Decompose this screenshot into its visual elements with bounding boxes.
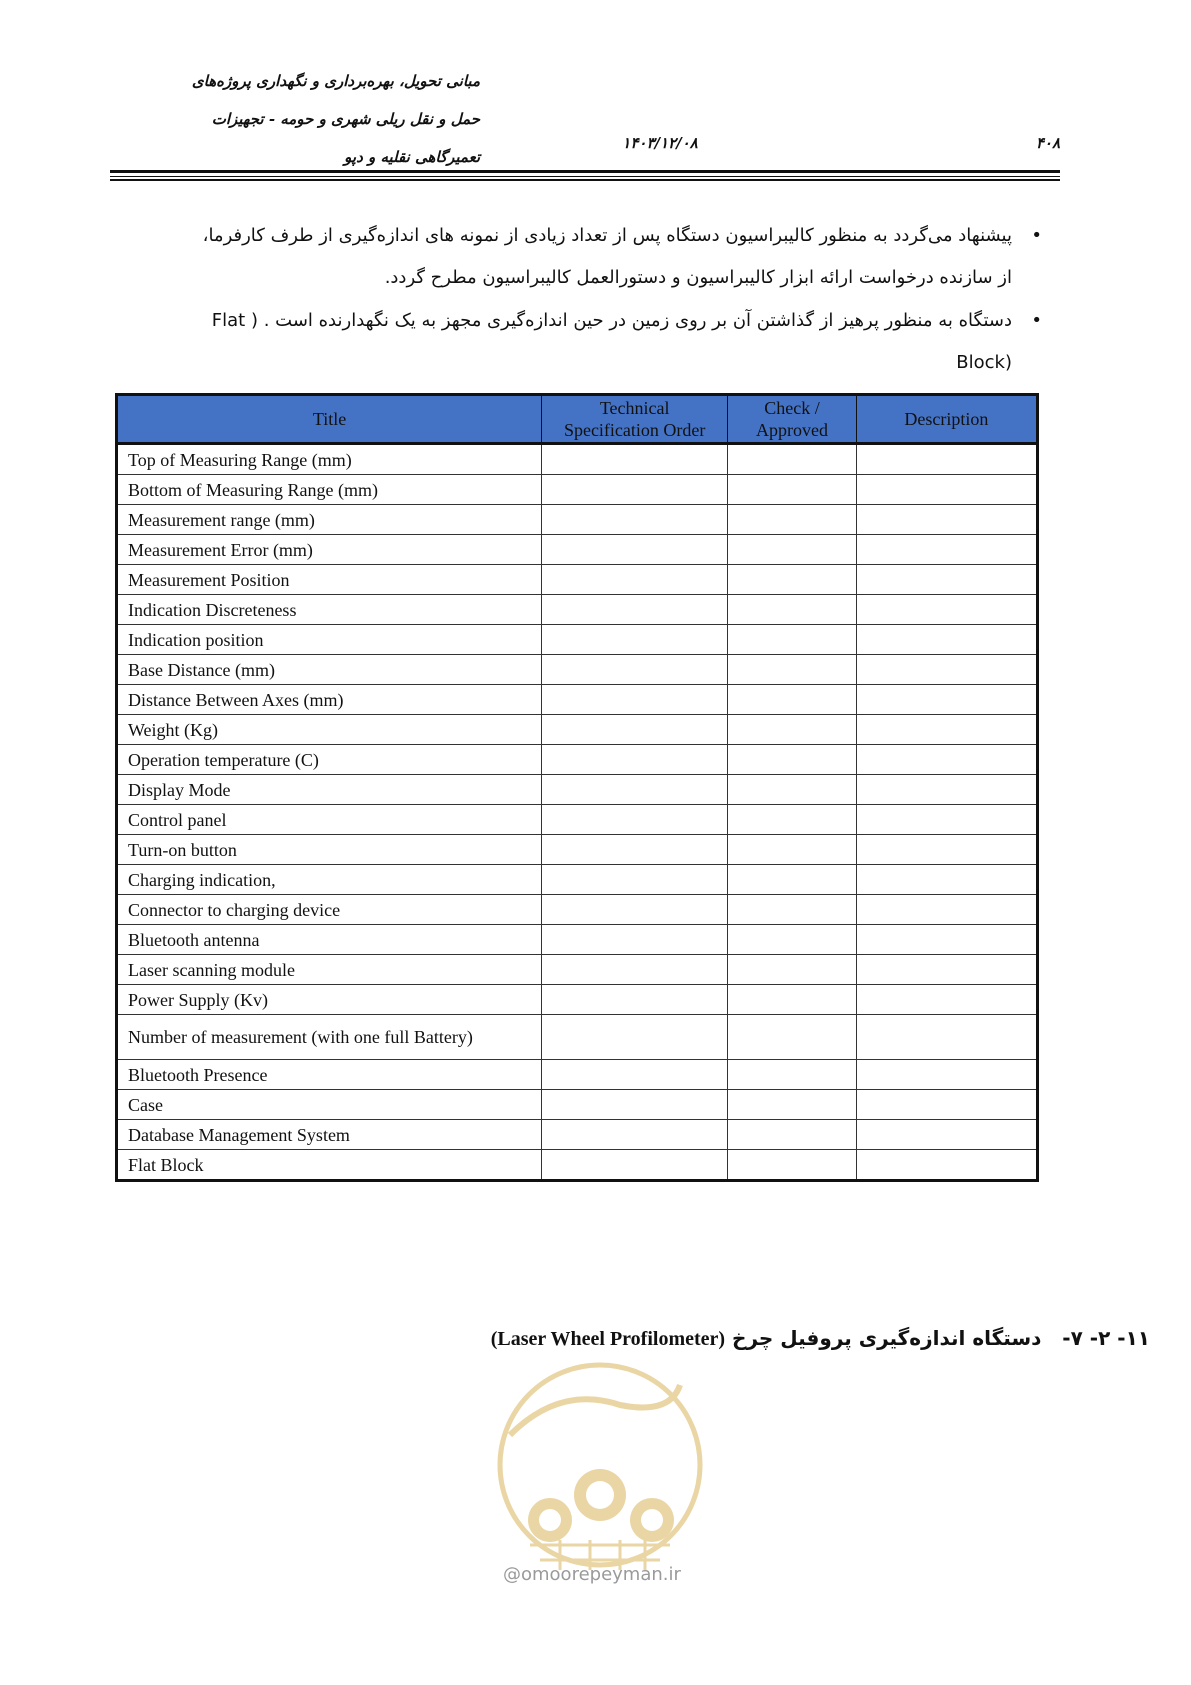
row-title-cell: Base Distance (mm) xyxy=(117,655,542,685)
check-cell xyxy=(728,985,857,1015)
column-header-check-line: Check / xyxy=(764,398,820,418)
section-number: ۱۱- ۲- ۷- xyxy=(1062,1326,1150,1350)
check-cell xyxy=(728,1150,857,1181)
row-title-cell: Number of measurement (with one full Battery) xyxy=(117,1015,542,1060)
check-cell xyxy=(728,895,857,925)
column-header-specification xyxy=(542,395,728,444)
watermark-url: @omoorepeyman.ir xyxy=(503,1564,681,1585)
description-cell xyxy=(856,655,1037,685)
table-row xyxy=(117,955,1038,985)
check-cell xyxy=(728,745,857,775)
specification-cell xyxy=(542,745,728,775)
check-cell xyxy=(728,565,857,595)
description-cell xyxy=(856,925,1037,955)
row-title-cell: Turn-on button xyxy=(117,835,542,865)
specification-cell xyxy=(542,1015,728,1060)
check-cell xyxy=(728,865,857,895)
document-title-line-2: حمل و نقل ریلی شهری و حومه - تجهیزات xyxy=(211,110,480,128)
row-title-cell: Indication Discreteness xyxy=(117,595,542,625)
specification-cell xyxy=(542,1060,728,1090)
table-row xyxy=(117,925,1038,955)
column-header-specification-line: Technical xyxy=(599,398,670,418)
table-row xyxy=(117,444,1038,475)
check-cell xyxy=(728,625,857,655)
row-title-cell: Charging indication, xyxy=(117,865,542,895)
specification-cell xyxy=(542,595,728,625)
document-title xyxy=(120,62,480,176)
description-cell xyxy=(856,475,1037,505)
check-cell xyxy=(728,715,857,745)
check-cell xyxy=(728,1120,857,1150)
specification-cell xyxy=(542,715,728,745)
description-cell xyxy=(856,1090,1037,1120)
row-title-cell: Measurement Error (mm) xyxy=(117,535,542,565)
specification-cell xyxy=(542,625,728,655)
description-cell xyxy=(856,1060,1037,1090)
specification-cell xyxy=(542,1120,728,1150)
page-number: ۴۰۸ xyxy=(1035,134,1060,152)
specification-cell xyxy=(542,835,728,865)
description-cell xyxy=(856,1150,1037,1181)
description-cell xyxy=(856,1120,1037,1150)
check-cell xyxy=(728,444,857,475)
specification-cell xyxy=(542,895,728,925)
check-cell xyxy=(728,505,857,535)
table-row xyxy=(117,895,1038,925)
table-row xyxy=(117,1060,1038,1090)
row-title-cell: Operation temperature (C) xyxy=(117,745,542,775)
column-header-title: Title xyxy=(117,395,542,444)
specification-cell xyxy=(542,805,728,835)
table-row xyxy=(117,1120,1038,1150)
check-cell xyxy=(728,835,857,865)
specification-cell xyxy=(542,655,728,685)
check-cell xyxy=(728,595,857,625)
check-cell xyxy=(728,925,857,955)
bullet-icon: • xyxy=(1031,225,1042,246)
table-row xyxy=(117,655,1038,685)
table-row xyxy=(117,775,1038,805)
specification-cell xyxy=(542,1150,728,1181)
row-title-cell: Laser scanning module xyxy=(117,955,542,985)
row-title-cell: Bottom of Measuring Range (mm) xyxy=(117,475,542,505)
table-row xyxy=(117,1150,1038,1181)
table-row xyxy=(117,505,1038,535)
description-cell xyxy=(856,444,1037,475)
header-divider xyxy=(110,179,1060,181)
description-cell xyxy=(856,565,1037,595)
header-divider xyxy=(110,176,1060,177)
table-row xyxy=(117,685,1038,715)
column-header-check xyxy=(728,395,857,444)
bullet-paragraph xyxy=(112,215,1042,299)
row-title-cell: Distance Between Axes (mm) xyxy=(117,685,542,715)
description-cell xyxy=(856,955,1037,985)
row-title-cell: Control panel xyxy=(117,805,542,835)
document-title-line-1: مبانی تحویل، بهره‌برداری و نگهداری پروژه‌های xyxy=(191,72,480,90)
specification-cell xyxy=(542,475,728,505)
watermark-logo xyxy=(470,1345,730,1595)
description-cell xyxy=(856,625,1037,655)
description-cell xyxy=(856,595,1037,625)
specification-cell xyxy=(542,775,728,805)
table-row xyxy=(117,985,1038,1015)
row-title-cell: Measurement range (mm) xyxy=(117,505,542,535)
check-cell xyxy=(728,805,857,835)
section-title-persian: دستگاه اندازه‌گیری پروفیل چرخ xyxy=(732,1326,1042,1350)
table-row xyxy=(117,535,1038,565)
document-title-line-3: تعمیرگاهی نقلیه و دپو xyxy=(344,148,480,166)
bullet-text-line: از سازنده درخواست ارائه ابزار کالیبراسیون و دستورالعمل کالیبراسیون مطرح گردد. xyxy=(384,267,1012,288)
table-row xyxy=(117,835,1038,865)
section-title-english: (Laser Wheel Profilometer) xyxy=(490,1328,726,1350)
check-cell xyxy=(728,685,857,715)
description-cell xyxy=(856,745,1037,775)
table-row xyxy=(117,625,1038,655)
table-header-row xyxy=(117,395,1038,444)
row-title-cell: Indication position xyxy=(117,625,542,655)
specification-cell xyxy=(542,505,728,535)
specification-cell xyxy=(542,955,728,985)
check-cell xyxy=(728,535,857,565)
table-row xyxy=(117,865,1038,895)
row-title-cell: Connector to charging device xyxy=(117,895,542,925)
check-cell xyxy=(728,475,857,505)
row-title-cell: Bluetooth antenna xyxy=(117,925,542,955)
table-row xyxy=(117,565,1038,595)
table-row xyxy=(117,1015,1038,1060)
row-title-cell: Case xyxy=(117,1090,542,1120)
check-cell xyxy=(728,1060,857,1090)
row-title-cell: Bluetooth Presence xyxy=(117,1060,542,1090)
row-title-cell: Power Supply (Kv) xyxy=(117,985,542,1015)
specification-cell xyxy=(542,985,728,1015)
table-row xyxy=(117,475,1038,505)
bullet-icon: • xyxy=(1031,310,1042,331)
description-cell xyxy=(856,1015,1037,1060)
column-header-check-line: Approved xyxy=(756,420,829,440)
specification-cell xyxy=(542,925,728,955)
description-cell xyxy=(856,835,1037,865)
bullet-text-line: دستگاه به منظور پرهیز از گذاشتن آن بر روی زمین در حین اندازه‌گیری مجهز به یک نگهدارنده است . ( Flat xyxy=(211,310,1012,331)
specification-cell xyxy=(542,685,728,715)
header-divider xyxy=(110,170,1060,173)
check-cell xyxy=(728,775,857,805)
description-cell xyxy=(856,775,1037,805)
table-row xyxy=(117,745,1038,775)
check-cell xyxy=(728,1090,857,1120)
bullet-paragraph xyxy=(112,300,1042,384)
row-title-cell: Display Mode xyxy=(117,775,542,805)
specification-table xyxy=(115,393,1039,1182)
column-header-description: Description xyxy=(856,395,1037,444)
table-row xyxy=(117,595,1038,625)
description-cell xyxy=(856,895,1037,925)
table-row xyxy=(117,805,1038,835)
description-cell xyxy=(856,865,1037,895)
description-cell xyxy=(856,985,1037,1015)
column-header-specification-line: Specification Order xyxy=(563,420,706,440)
bullet-text-line: (Block xyxy=(956,352,1012,373)
description-cell xyxy=(856,715,1037,745)
specification-cell xyxy=(542,535,728,565)
check-cell xyxy=(728,655,857,685)
row-title-cell: Top of Measuring Range (mm) xyxy=(117,444,542,475)
check-cell xyxy=(728,955,857,985)
document-date: ۱۴۰۳/۱۲/۰۸ xyxy=(622,134,698,152)
specification-cell xyxy=(542,565,728,595)
row-title-cell: Weight (Kg) xyxy=(117,715,542,745)
description-cell xyxy=(856,685,1037,715)
row-title-cell: Flat Block xyxy=(117,1150,542,1181)
specification-cell xyxy=(542,865,728,895)
row-title-cell: Measurement Position xyxy=(117,565,542,595)
specification-cell xyxy=(542,1090,728,1120)
description-cell xyxy=(856,505,1037,535)
bullet-text-line: پیشنهاد می‌گردد به منظور کالیبراسیون دستگاه پس از تعداد زیادی از نمونه های اندازه‌گیری از طرف کارفرما، xyxy=(202,225,1012,246)
description-cell xyxy=(856,535,1037,565)
table-body xyxy=(117,444,1038,1181)
specification-cell xyxy=(542,444,728,475)
row-title-cell: Database Management System xyxy=(117,1120,542,1150)
description-cell xyxy=(856,805,1037,835)
table-row xyxy=(117,715,1038,745)
check-cell xyxy=(728,1015,857,1060)
table-row xyxy=(117,1090,1038,1120)
